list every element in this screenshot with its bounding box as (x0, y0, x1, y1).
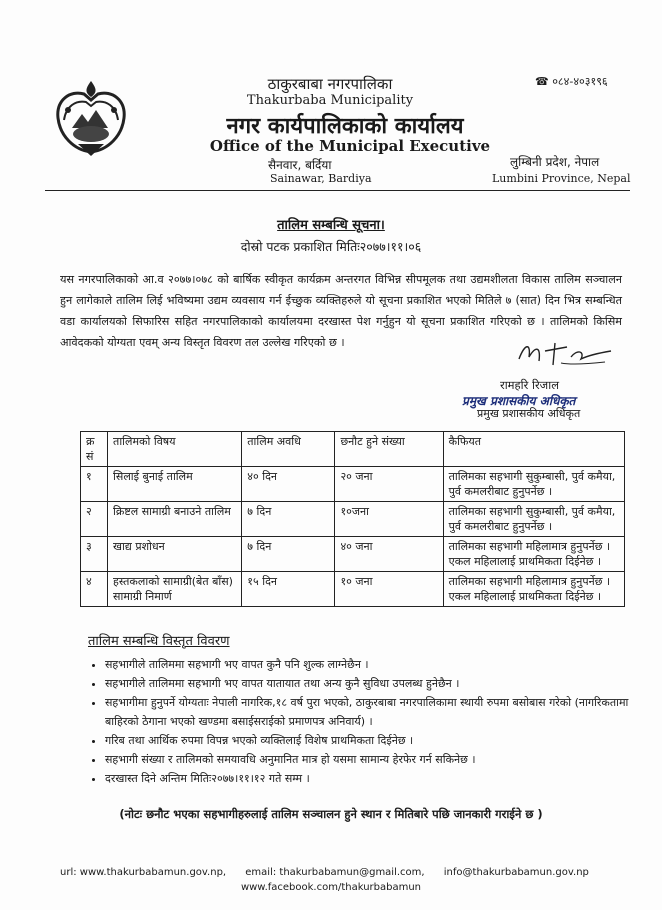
table-cell: १० जना (335, 572, 443, 607)
nepal-emblem-logo (50, 78, 132, 158)
details-list (85, 655, 645, 788)
table-cell: तालिमका सहभागी महिलामात्र हुनुपर्नेछ ।एकल महिलालाई प्राथमिकता दिईनेछ । (443, 572, 624, 607)
list-item: • गरिब तथा आर्थिक रुपमा विपन्न भएको व्यक्तिलाई विशेष प्राथमिकता दिईनेछ । (105, 731, 645, 750)
official-stamp: प्रमुख प्रशासकीय अधिकृत (462, 394, 576, 408)
table-cell: क्रिष्टल सामाग्री बनाउने तालिम (108, 502, 242, 537)
table-cell: खाद्य प्रशोधन (108, 537, 242, 572)
list-item: • सहभागीले तालिममा सहभागी भए वापत यातायात तथा अन्य कुनै सुविधा उपलब्ध हुनेछैन । (105, 674, 645, 693)
table-cell: तालिमका सहभागी महिलामात्र हुनुपर्नेछ ।एकल महिलालाई प्राथमिकता दिईनेछ । (443, 537, 624, 572)
list-item: • दरखास्त दिने अन्तिम मितिः२०७७।११।१२ गते सम्म । (105, 769, 645, 788)
province-np: लुम्बिनी प्रदेश, नेपाल (510, 155, 600, 169)
col-header-duration: तालिम अवधि (242, 432, 335, 467)
col-header-sn: क्र सं (81, 432, 108, 467)
col-header-remarks: कैफियत (443, 432, 624, 467)
table-cell: ४० दिन (242, 467, 335, 502)
table-cell: तालिमका सहभागी सुकुम्बासी, पुर्व कमैया, पुर्व कमलरीबाट हुनुपर्नेछ । (443, 467, 624, 502)
table-cell: ४ (81, 572, 108, 607)
table-row (81, 572, 625, 607)
location-np: सैनवार, बर्दिया (268, 158, 332, 172)
municipality-name-en: Thakurbaba Municipality (246, 93, 414, 108)
municipality-name-np: ठाकुरबाबा नगरपालिका (267, 75, 393, 93)
col-header-count: छनौट हुने संख्या (335, 432, 443, 467)
table-header-row (81, 432, 625, 467)
table-cell: ७ दिन (242, 537, 335, 572)
table-cell: ७ दिन (242, 502, 335, 537)
list-item: • सहभागीमा हुनुपर्ने योग्यताः नेपाली नागरिक,१८ वर्ष पुरा भएको, ठाकुरबाबा नगरपालिकामा स्थायी रुपमा बसोबास गरेको (नागरिकतामा बाहिरको ठेगाना भएको खण्डमा बसाईसराईको प्रमाणपत्र अनिवार्य) । (105, 693, 645, 731)
header-divider (45, 190, 630, 191)
table-cell: तालिमका सहभागी सुकुम्बासी, पुर्व कमैया, पुर्व कमलरीबाट हुनुपर्नेछ । (443, 502, 624, 537)
notice-title-text: तालिम सम्बन्धि सूचना। (277, 218, 385, 233)
table-row (81, 467, 625, 502)
signer-designation: प्रमुख प्रशासकीय अधिकृत (477, 407, 581, 420)
table-cell: ३ (81, 537, 108, 572)
footer-facebook[interactable]: www.facebook.com/thakurbabamun (240, 882, 422, 893)
details-title: तालिम सम्बन्धि विस्तृत विवरण (88, 634, 230, 649)
table-cell: हस्तकलाको सामाग्री(बेत बाँस) सामाग्री निमार्ण (108, 572, 242, 607)
table-cell: १०जना (335, 502, 443, 537)
list-item: • सहभागी संख्या र तालिमको समयावधि अनुमानित मात्र हो यसमा सामान्य हेरफेर गर्न सकिनेछ । (105, 750, 645, 769)
footer-info-email[interactable]: info@thakurbabamun.gov.np (443, 867, 589, 878)
province-en: Lumbini Province, Nepal (492, 172, 631, 185)
table-row (81, 502, 625, 537)
table-row (81, 537, 625, 572)
notice-body: यस नगरपालिकाको आ.व २०७७।०७८ को बार्षिक स्वीकृत कार्यक्रम अन्तरगत विभिन्न सीपमूलक तथा उद्यमशीलता विकास तालिम सञ्चालन हुन लागेकाले तालिम लिई भविष्यमा उद्यम व्यवसाय गर्न ईच्छुक व्यक्तिहरुले यो सूचना प्रकाशित भएको मितिले ७ (सात) दिन भित्र सम्बन्धित वडा कार्यालयको सिफारिस सहित नगरपालिकाको कार्यालयमा दरखास्त पेश गर्नुहुन यो सूचना प्रकाशित गरिएको छ । तालिमको किसिम आवेदकको योग्यता एवम् अन्य विस्तृत विवरण तल उल्लेख गरिएको छ । (60, 273, 622, 349)
location-en: Sainawar, Bardiya (270, 172, 372, 185)
training-table (80, 431, 625, 607)
footer-contacts (60, 867, 605, 878)
table-cell: सिलाई बुनाई तालिम (108, 467, 242, 502)
list-item: • सहभागीले तालिममा सहभागी भए वापत कुनै पनि शुल्क लाग्नेछैन । (105, 655, 645, 674)
table-cell: २ (81, 502, 108, 537)
handwritten-signature (515, 337, 615, 373)
signer-name: रामहरि रिजाल (500, 378, 559, 392)
table-cell: २० जना (335, 467, 443, 502)
footnote: (नोटः छनौट भएका सहभागीहरुलाई तालिम सञ्चालन हुने स्थान र मितिबारे पछि जानकारी गराईने छ ) (119, 807, 543, 821)
office-name-en: Office of the Municipal Executive (209, 137, 491, 155)
footer-email[interactable]: email: thakurbabamun@gmail.com, (245, 867, 425, 878)
table-cell: ४० जना (335, 537, 443, 572)
phone-number: ☎ ०८४-४०३१९६ (535, 75, 608, 88)
col-header-subject: तालिमको विषय (108, 432, 242, 467)
notice-subtitle: दोस्रो पटक प्रकाशित मितिः२०७७।११।०६ (240, 239, 422, 254)
footer-url[interactable]: url: www.thakurbabamun.gov.np, (60, 867, 227, 878)
notice-title (0, 215, 662, 233)
office-name-np: नगर कार्यपालिकाको कार्यालय (226, 114, 464, 139)
table-cell: १ (81, 467, 108, 502)
table-cell: १५ दिन (242, 572, 335, 607)
